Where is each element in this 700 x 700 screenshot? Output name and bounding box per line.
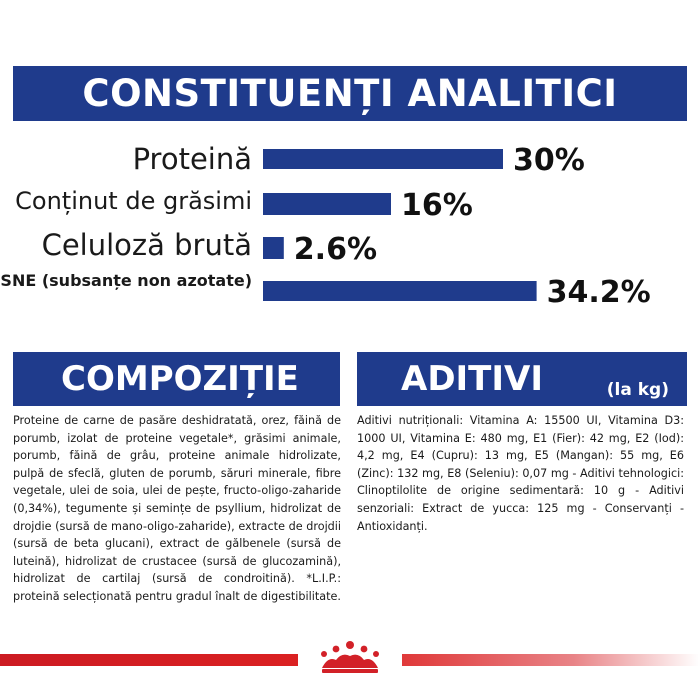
royal-canin-logo	[298, 636, 402, 684]
bar	[263, 281, 537, 301]
composition-title: COMPOZIȚIE	[61, 359, 299, 399]
category-label: SNE (subsanțe non azotate)	[0, 271, 252, 290]
analytic-chart	[0, 130, 700, 310]
additives-banner	[357, 352, 687, 406]
composition-text: Proteine de carne de pasăre deshidratată, orez, făină de porumb, izolat de proteine vegetale*, grăsimi animale, porumb, făină de grâu, proteine animale hidrolizate, pulpă de sfeclă, gluten de porumb, săruri minerale, fibre vegetale, ulei de soia, ulei de pește, fructo-oligo-zaharide (0,34%), tegumente și semințe de psyllium, hidrolizat de drojdie (sursă de mano-oligo-zaharide), extracte de drojdii (sursă de beta glucani), extract de gălbenele (sursă de luteină), hidrolizat de crustacee (sursă de glucozamină), hidrolizat de cartilaj (sursă de condroitină). *L.I.P.: proteină selecționată pentru gradul înalt de digestibilitate.	[13, 414, 341, 603]
additives-title: ADITIVI	[401, 359, 543, 399]
value-label: 30%	[513, 143, 585, 178]
composition-banner	[13, 352, 340, 406]
bar	[263, 193, 391, 215]
category-label: Celuloză brută	[41, 228, 252, 262]
value-label: 2.6%	[293, 232, 378, 267]
additives-text: Aditivi nutriționali: Vitamina A: 15500 UI, Vitamina D3: 1000 UI, Vitamina E: 480 mg, E1 (Fier): 42 mg, E2 (Iod): 4,2 mg, E4 (Cupru): 13 mg, E5 (Mangan): 55 mg, E6 (Zinc): 132 mg, E8 (Seleniu): 0,07 mg - Aditivi tehnologici: Clinoptilolite de origine sedimentară: 10 g - Aditivi senzoriali: Extract de yucca: 125 mg - Conservanți - Antioxidanți.	[357, 414, 684, 533]
crown-icon	[302, 638, 398, 682]
bar	[263, 237, 284, 259]
category-label: Conținut de grăsimi	[15, 187, 252, 215]
analytic-title: CONSTITUENȚI ANALITICI	[82, 72, 618, 115]
value-label: 34.2%	[546, 275, 651, 310]
value-label: 16%	[401, 188, 473, 223]
additives-unit: (la kg)	[606, 380, 669, 400]
category-label: Proteină	[132, 142, 252, 176]
bar	[263, 149, 503, 169]
analytic-banner	[13, 66, 687, 121]
